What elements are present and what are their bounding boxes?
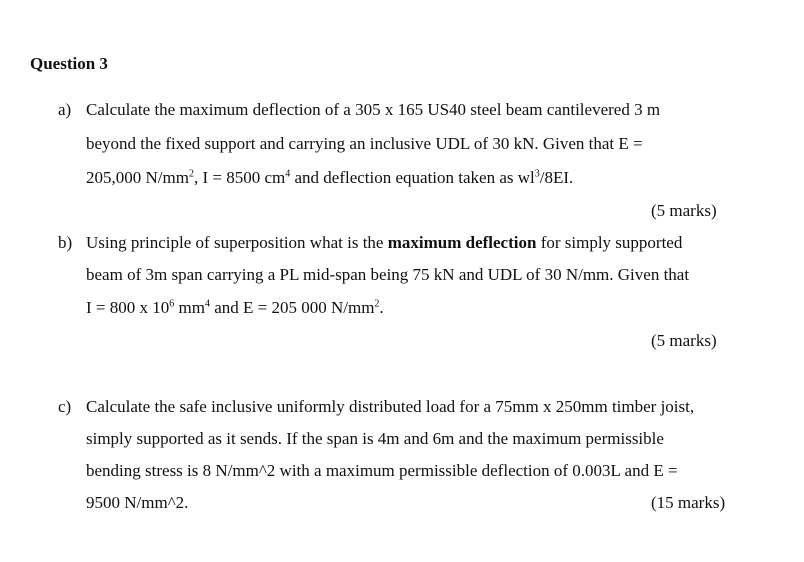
part-c-line-3: bending stress is 8 N/mm^2 with a maximum permissible deflection of 0.003L and E = bbox=[86, 461, 678, 480]
part-b-line-2: beam of 3m span carrying a PL mid-span being 75 kN and UDL of 30 N/mm. Given that bbox=[86, 265, 690, 284]
part-a-line-3: 205,000 $N/mm^2$, I = 8500 $cm^4$ and deflection equation taken as $wl^3/8EI$. bbox=[86, 168, 574, 187]
part-c-label: c) bbox=[58, 397, 72, 416]
part-a-line-2: beyond the fixed support and carrying an inclusive UDL of 30 kN. Given that E = bbox=[86, 134, 643, 153]
part-b-line-1: Using principle of superposition what is the maximum deflection for simply supported bbox=[86, 233, 683, 252]
part-c-line-1: Calculate the safe inclusive uniformly distributed load for a 75mm x 250mm timber joist, bbox=[86, 397, 695, 416]
part-c-line-2: simply supported as it sends. If the span is 4m and 6m and the maximum permissible bbox=[86, 429, 664, 448]
part-a-line-1: Calculate the maximum deflection of a 305 x 165 US40 steel beam cantilevered 3 m bbox=[86, 100, 661, 119]
part-c-marks: (15 marks) bbox=[651, 493, 726, 512]
part-b-marks: (5 marks) bbox=[651, 331, 717, 350]
part-b-label: b) bbox=[58, 233, 73, 252]
part-a-label: a) bbox=[58, 100, 72, 119]
part-a-marks: (5 marks) bbox=[651, 201, 717, 220]
part-c-line-4: 9500 N/mm^2. bbox=[86, 493, 189, 512]
question-title: Question 3 bbox=[30, 54, 108, 73]
emphasis-maximum-deflection: maximum deflection bbox=[387, 233, 537, 252]
part-b-line-3: I = 800 x $10^6$ $mm^4$ and E = 205 000 $N/mm^2$. bbox=[86, 298, 384, 317]
